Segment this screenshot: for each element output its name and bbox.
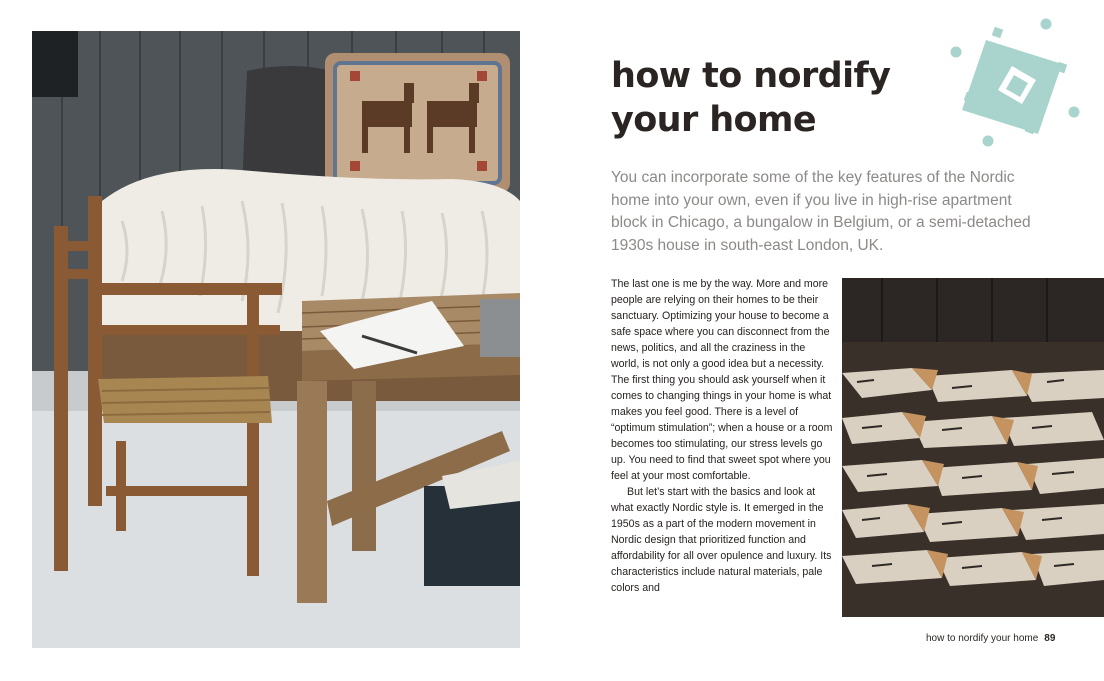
interior-photo-illustration xyxy=(32,31,520,648)
page-title xyxy=(611,54,941,142)
running-head: how to nordify your home xyxy=(926,633,1039,644)
diamond-ornament-icon xyxy=(944,16,1086,150)
body-paragraph-1: The last one is me by the way. More and more people are relying on their homes to be their sanctuary. Optimizing your house to become a safe space where you can disconnect from the news, politics, and all the craziness in the world, is not only a good idea but a necessity. The first thing you should ask yourself when it comes to changing things in your home is what makes you feel good. There is a level of “optimum stimulation”; when a house or a room becomes too stimulating, our stress levels go up. You need to find that sweet spot where you feel at your most comfortable. xyxy=(611,278,833,482)
intro-paragraph: You can incorporate some of the key features of the Nordic home into your own, even if you live in high-rise apartment block in Chicago, a bungalow in Belgium, or a semi-detached 1930s house in south-east London, UK. xyxy=(611,169,1031,254)
interior-photo xyxy=(32,31,520,648)
page-footer xyxy=(926,633,1055,649)
body-text xyxy=(611,276,833,596)
firewood-photo xyxy=(842,278,1104,617)
body-paragraph-2: But let’s start with the basics and look at what exactly Nordic style is. It emerged in the 1950s as a part of the modern movement in Nordic design that prioritized function and affordability for all over opulence and luxury. Its characteristics include natural materials, pale colors and xyxy=(611,486,832,594)
firewood-photo-illustration xyxy=(842,278,1104,617)
page-title-line-2: your home xyxy=(611,100,816,140)
page-title-line-1: how to nordify xyxy=(611,56,891,96)
page-number: 89 xyxy=(1044,633,1056,644)
